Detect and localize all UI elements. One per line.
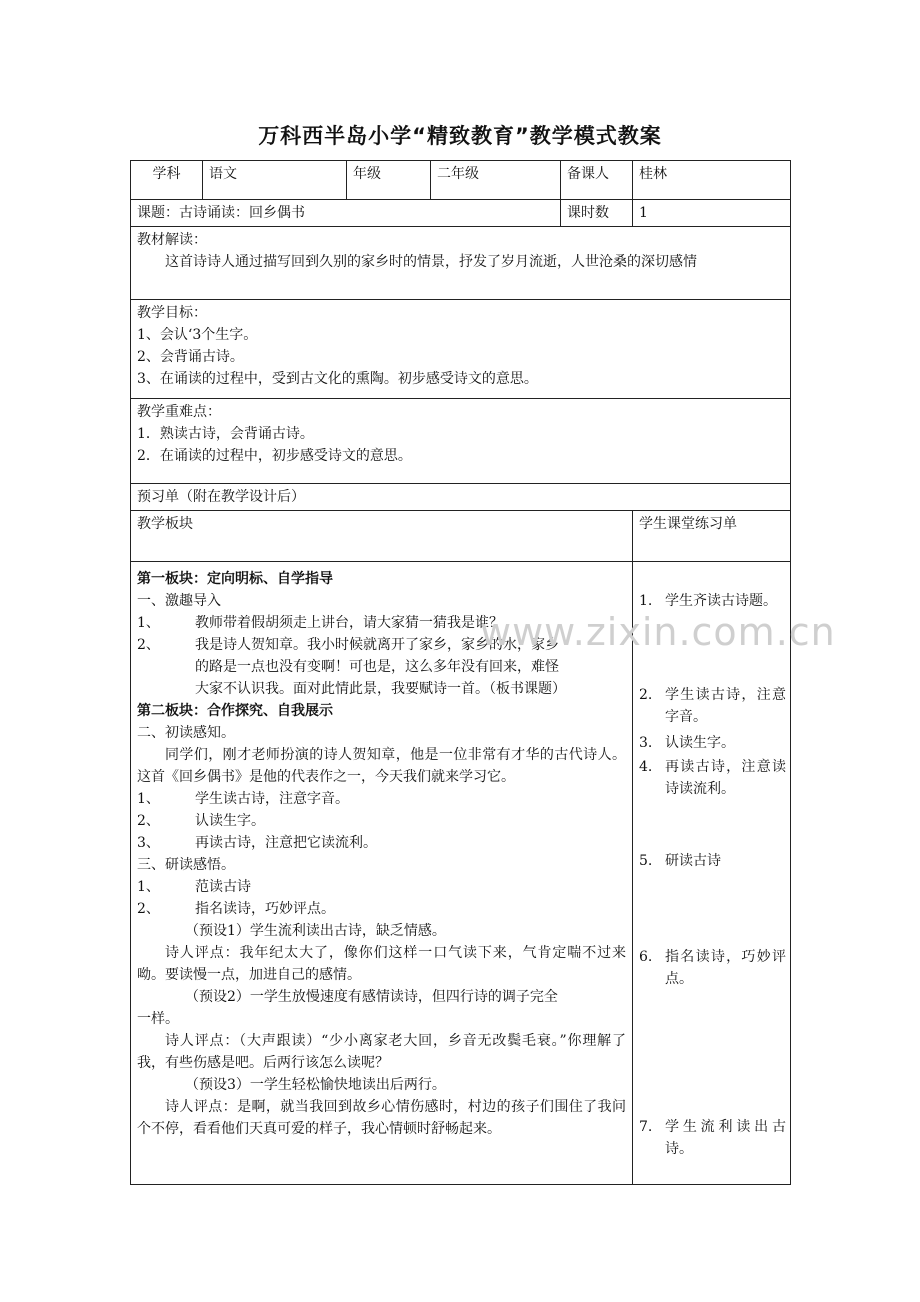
exercise-item: 4. 再读古诗，注意读诗读流利。	[639, 759, 786, 797]
lesson-plan-table	[130, 160, 790, 1185]
difficulties-label: 教学重难点：	[137, 404, 221, 420]
preview-cell: 预习单（附在教学设计后）	[131, 484, 791, 511]
grade-label: 年级	[347, 161, 431, 200]
step-item: 1、 范读古诗	[137, 879, 251, 895]
preset-item: （预设3）一学生轻松愉快地读出后两行。	[185, 1077, 446, 1093]
subject-value: 语文	[203, 161, 347, 200]
step-item: 1、 学生读古诗，注意字音。	[137, 791, 349, 807]
preset-continuation: 一样。	[137, 1011, 179, 1027]
step-item: 2、 我是诗人贺知章。我小时候就离开了家乡，家乡的水，家乡	[137, 637, 559, 653]
goal-item: 3、在诵读的过程中，受到古文化的熏陶。初步感受诗文的意思。	[137, 371, 538, 387]
exercise-item: 1. 学生齐读古诗题。	[639, 593, 777, 609]
difficulty-item: 2．在诵读的过程中，初步感受诗文的意思。	[137, 448, 412, 464]
poet-comment: 诗人评点：（大声跟读）“少小离家老大回，乡音无改鬓毛衰。”你理解了我，有些伤感是吧。后两行该怎么读呢？	[137, 1033, 626, 1071]
step-item: 2、 认读生字。	[137, 813, 265, 829]
topic-row	[131, 200, 791, 227]
difficulty-item: 1．熟读古诗，会背诵古诗。	[137, 426, 314, 442]
grade-value: 二年级	[431, 161, 561, 200]
goal-item: 2、会背诵古诗。	[137, 349, 244, 365]
poet-comment: 诗人评点：我年纪太大了，像你们这样一口气读下来，气肯定喘不过来呦。要读慢一点，加进自己的感情。	[137, 945, 626, 983]
exercise-item: 7. 学生流利读出古诗。	[639, 1119, 786, 1157]
goals-cell	[131, 300, 791, 399]
hours-value: 1	[633, 200, 791, 227]
material-row	[131, 227, 791, 300]
difficulties-row	[131, 399, 791, 484]
preset-item: （预设2）一学生放慢速度有感情读诗，但四行诗的调子完全	[185, 989, 558, 1005]
columns-row	[131, 511, 791, 562]
subject-label: 学科	[131, 161, 203, 200]
teacher-value: 桂林	[633, 161, 791, 200]
step-item: 3、 再读古诗，注意把它读流利。	[137, 835, 377, 851]
material-label: 教材解读：	[137, 232, 207, 248]
step-continuation: 大家不认识我。面对此情此景，我要赋诗一首。（板书课题）	[195, 681, 566, 697]
section-heading: 第二板块：合作探究、自我展示	[137, 703, 333, 719]
material-cell	[131, 227, 791, 300]
paragraph: 同学们，刚才老师扮演的诗人贺知章，他是一位非常有才华的古代诗人。这首《回乡偶书》是他的代表作之一，今天我们就来学习它。	[137, 747, 626, 785]
exercise-item: 6. 指名读诗，巧妙评点。	[639, 949, 786, 987]
content-row	[131, 562, 791, 1185]
goal-item: 1、会认‘3个生字。	[137, 327, 258, 343]
document-title: 万科西半岛小学“精致教育”教学模式教案	[258, 124, 662, 148]
lesson-topic: 课题：古诗诵读：回乡偶书	[131, 200, 561, 227]
watermark: www.zixin.com.cn	[480, 610, 836, 654]
goals-row	[131, 300, 791, 399]
exercise-item: 2. 学生读古诗，注意字音。	[639, 687, 786, 725]
hours-label: 课时数	[561, 200, 633, 227]
exercise-cell	[633, 562, 791, 1185]
column-teaching-blocks: 教学板块	[131, 511, 633, 562]
header-row	[131, 161, 791, 200]
exercise-item: 5. 研读古诗	[639, 853, 721, 869]
poet-comment: 诗人评点：是啊，就当我回到故乡心情伤感时，村边的孩子们围住了我问个不停，看看他们天真可爱的样子，我心情顿时舒畅起来。	[137, 1099, 626, 1137]
difficulties-cell	[131, 399, 791, 484]
material-text: 这首诗诗人通过描写回到久别的家乡时的情景，抒发了岁月流逝，人世沧桑的深切感情	[165, 254, 697, 270]
sub-heading: 三、研读感悟。	[137, 857, 235, 873]
step-continuation: 的路是一点也没有变啊！可也是，这么多年没有回来，难怪	[195, 659, 559, 675]
step-item: 1、 教师带着假胡须走上讲台，请大家猜一猜我是谁？	[137, 615, 503, 631]
teacher-label: 备课人	[561, 161, 633, 200]
preview-row	[131, 484, 791, 511]
exercise-item: 3. 认读生字。	[639, 735, 735, 751]
preset-item: （预设1）学生流利读出古诗，缺乏情感。	[185, 923, 446, 939]
goals-label: 教学目标：	[137, 305, 207, 321]
step-item: 2、 指名读诗，巧妙评点。	[137, 901, 335, 917]
section-heading: 第一板块：定向明标、自学指导	[137, 571, 333, 587]
sub-heading: 二、初读感知。	[137, 725, 235, 741]
teaching-content	[131, 562, 633, 1185]
sub-heading: 一、激趣导入	[137, 593, 221, 609]
column-exercises: 学生课堂练习单	[633, 511, 791, 562]
